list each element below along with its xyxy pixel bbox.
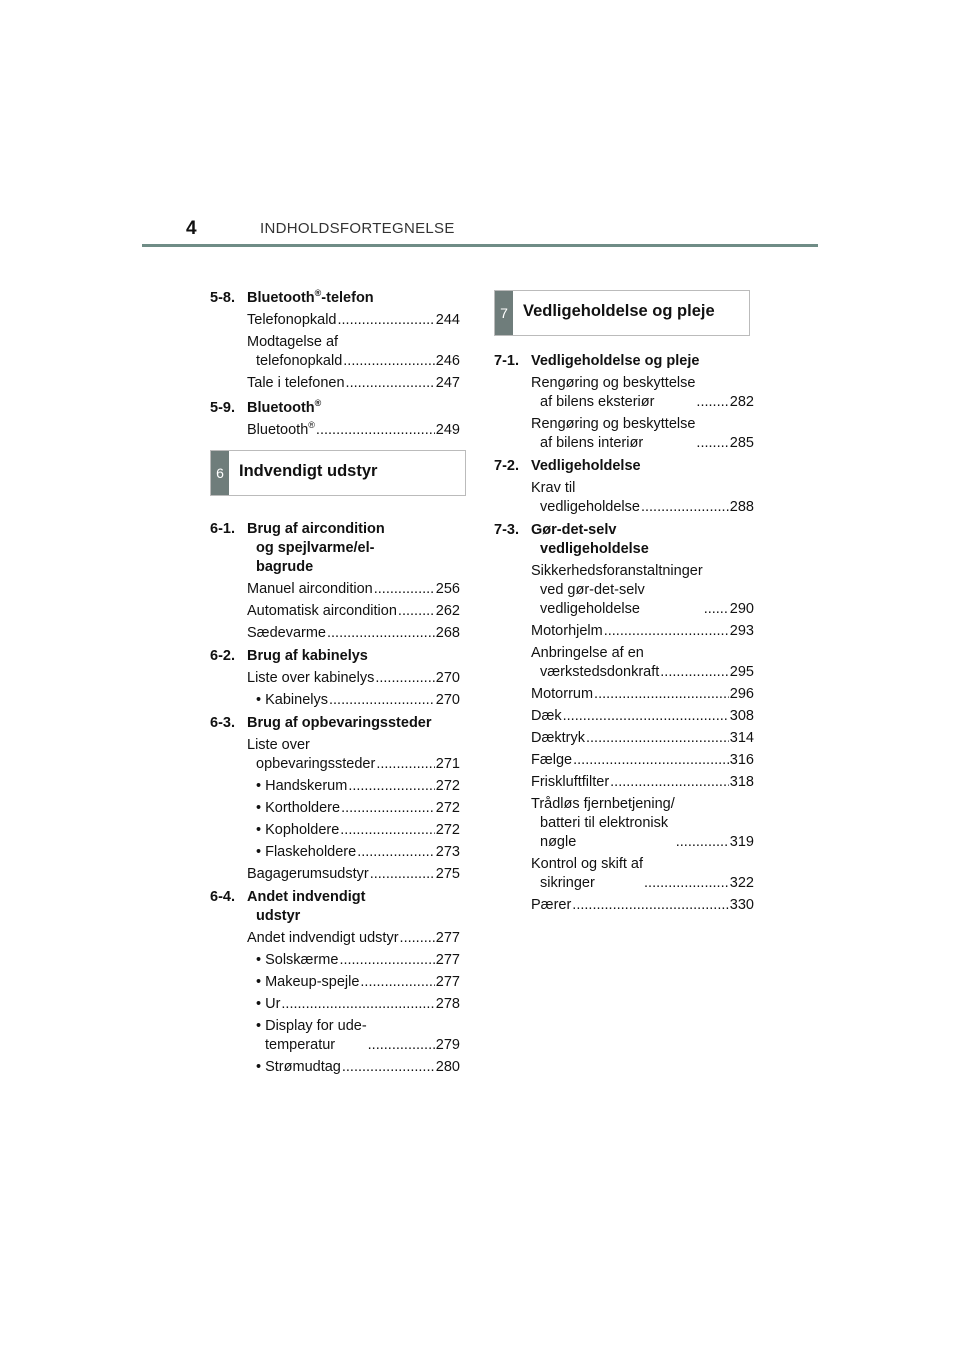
toc-subentry[interactable]: • Ur ..... 278 xyxy=(256,995,460,1014)
toc-subentry[interactable]: • Kortholdere ..... 272 xyxy=(256,799,460,818)
toc-subentry[interactable]: • Display for ude- temperatur ..... 279 xyxy=(256,1017,460,1055)
toc-entry[interactable]: Friskluftfilter ..... 318 xyxy=(531,773,754,792)
page-ref: 244 xyxy=(435,312,460,328)
header-divider xyxy=(142,244,818,247)
toc-entry[interactable]: Trådløs fjernbetjening/ batteri til elektronisk nøgle ..... 319 xyxy=(531,795,754,852)
toc-entry[interactable]: Sædevarme ..... 268 xyxy=(247,624,460,643)
toc-entry[interactable]: Automatisk aircondition ..... 262 xyxy=(247,602,460,621)
toc-subentry[interactable]: • Kabinelys ..... 270 xyxy=(256,691,460,710)
chapter-title: Indvendigt udstyr xyxy=(239,462,378,480)
chapter-title: Vedligeholdelse og pleje xyxy=(523,302,715,320)
toc-entry[interactable]: Sikkerhedsforanstaltninger ved gør-det-selv vedligeholdelse ..... 290 xyxy=(531,562,754,619)
section-7-2: 7-2. Vedligeholdelse xyxy=(494,458,641,474)
toc-subentry[interactable]: • Handskerum ..... 272 xyxy=(256,777,460,796)
toc-entry[interactable]: Bluetooth® ..... 249 xyxy=(247,421,460,440)
toc-entry[interactable]: Motorhjelm ..... 293 xyxy=(531,622,754,641)
toc-subentry[interactable]: • Makeup-spejle ..... 277 xyxy=(256,973,460,992)
toc-entry[interactable]: Krav til vedligeholdelse ..... 288 xyxy=(531,479,754,517)
section-6-4: 6-4. Andet indvendigt udstyr xyxy=(210,889,366,924)
page-ref: 249 xyxy=(435,422,460,438)
toc-entry[interactable]: Liste over opbevaringssteder ..... 271 xyxy=(247,736,460,774)
page-header xyxy=(0,214,960,254)
toc-entry[interactable]: Kontrol og skift af sikringer ..... 322 xyxy=(531,855,754,893)
toc-entry[interactable]: Andet indvendigt udstyr ..... 277 xyxy=(247,929,460,948)
toc-entry[interactable]: Rengøring og beskyttelse af bilens interiør ..... 285 xyxy=(531,415,754,453)
registered-mark: ® xyxy=(314,398,322,409)
toc-left-column xyxy=(210,285,460,1077)
chapter-tab: 6 xyxy=(211,451,229,495)
toc-entry[interactable]: Pærer ..... 330 xyxy=(531,896,754,915)
toc-entry[interactable]: Anbringelse af en værkstedsdonkraft ..... 295 xyxy=(531,644,754,682)
toc-entry[interactable]: Manuel aircondition ..... 256 xyxy=(247,580,460,599)
page-ref: 247 xyxy=(435,375,460,391)
section-title: Bluetooth xyxy=(247,290,315,306)
chapter-7-box[interactable] xyxy=(494,290,750,336)
section-6-3: 6-3. Brug af opbevaringssteder xyxy=(210,715,432,731)
toc-subentry[interactable]: • Flaskeholdere ..... 273 xyxy=(256,843,460,862)
toc-entry[interactable]: Tale i telefonen ..... 247 xyxy=(247,374,460,393)
toc-subentry[interactable]: • Strømudtag ..... 280 xyxy=(256,1058,460,1077)
toc-entry[interactable]: Bagagerumsudstyr ..... 275 xyxy=(247,865,460,884)
toc-entry[interactable]: Fælge ..... 316 xyxy=(531,751,754,770)
page-ref: 246 xyxy=(435,353,460,369)
page-number: 4 xyxy=(186,218,197,239)
chapter-6-box[interactable] xyxy=(210,450,466,496)
page-title: INDHOLDSFORTEGNELSE xyxy=(260,220,455,237)
toc-right-column xyxy=(494,290,754,915)
section-number: 5-8. xyxy=(210,290,235,306)
section-7-1: 7-1. Vedligeholdelse og pleje xyxy=(494,353,700,369)
section-5-8: 5-8. Bluetooth®-telefon xyxy=(210,288,374,306)
toc-entry[interactable]: Liste over kabinelys ..... 270 xyxy=(247,669,460,688)
section-5-9: 5-9. Bluetooth® xyxy=(210,398,322,416)
toc-entry[interactable]: Rengøring og beskyttelse af bilens eksteriør ..... 282 xyxy=(531,374,754,412)
section-6-2: 6-2. Brug af kabinelys xyxy=(210,648,368,664)
toc-subentry[interactable]: • Kopholdere ..... 272 xyxy=(256,821,460,840)
toc-entry[interactable]: Dæktryk ..... 314 xyxy=(531,729,754,748)
toc-entry[interactable]: Telefonopkald ..... 244 xyxy=(247,311,460,330)
registered-mark: ® xyxy=(314,288,322,299)
section-7-3: 7-3. Gør-det-selv vedligeholdelse xyxy=(494,522,649,557)
toc-subentry[interactable]: • Solskærme ..... 277 xyxy=(256,951,460,970)
toc-entry[interactable]: Dæk ..... 308 xyxy=(531,707,754,726)
toc-entry[interactable]: Modtagelse af telefonopkald ..... 246 xyxy=(247,333,460,371)
section-6-1: 6-1. Brug af aircondition og spejlvarme/el- bagrude xyxy=(210,521,385,575)
chapter-tab: 7 xyxy=(495,291,513,335)
toc-entry[interactable]: Motorrum ..... 296 xyxy=(531,685,754,704)
